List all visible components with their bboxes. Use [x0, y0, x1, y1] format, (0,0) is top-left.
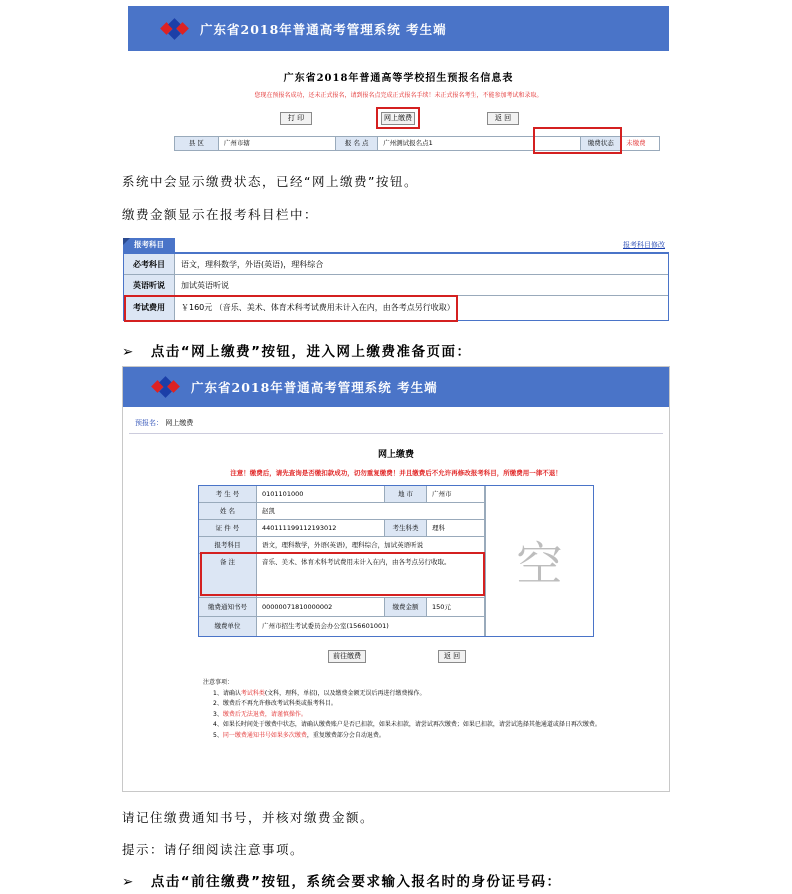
list-item	[203, 689, 603, 700]
unit-value: 广州市招生考试委员会办公室(156601001)	[257, 617, 485, 636]
screenshot-online-pay	[122, 366, 670, 792]
prereg-notice: 您现在预报名成功，还未正式报名，请到报名点完成正式报名手续！未正式报名考生，不能参加考试和录取。	[254, 92, 543, 99]
banner-title: 广东省2018年普通高考管理系统 考生端	[200, 22, 447, 37]
highlight-pay-button	[376, 107, 420, 129]
step-click-go-pay	[122, 870, 562, 890]
step-text: 点击“前往缴费”按钮，系统会要求输入报名时的身份证号码：	[150, 874, 562, 890]
arrow-bullet-icon: ➢	[122, 874, 135, 890]
list-item	[203, 731, 603, 742]
unit-label: 缴费单位	[199, 617, 257, 636]
breadcrumb	[135, 418, 193, 428]
notes-section	[203, 678, 603, 741]
amount-value: 150元	[427, 598, 485, 616]
doc-text-tip: 提示：请仔细阅读注意事项。	[122, 842, 305, 857]
status-label: 缴费状态	[581, 137, 621, 150]
list-item	[203, 720, 603, 731]
doc-text-remember: 请记住缴费通知书号，并核对缴费金额。	[122, 810, 375, 825]
app-banner	[123, 367, 669, 407]
exam-no-value: 0101101000	[257, 486, 385, 502]
name-value: 赵凯	[257, 503, 485, 519]
screenshot-prereg-info	[128, 6, 669, 156]
category-label: 考生科类	[385, 520, 427, 536]
name-label: 姓 名	[199, 503, 257, 519]
note-highlight: 同一缴费通知书号如果多次缴费	[222, 731, 307, 739]
highlight-pay-status	[533, 127, 622, 154]
table-row	[124, 275, 668, 296]
subjects-tab[interactable]: 报考科目	[123, 238, 175, 252]
notice-no-value: 00000071810000002	[257, 598, 385, 616]
back-button[interactable]: 返 回	[487, 112, 519, 125]
table-row	[199, 503, 485, 520]
table-row	[199, 617, 485, 636]
row-value: ￥160元 （音乐、美术、体育术科考试费用未计入在内，由各考点另行收取）	[181, 303, 455, 312]
tab-corner-icon	[123, 238, 130, 245]
photo-placeholder: 空	[485, 486, 593, 636]
site-value: 广州测试报名点1	[378, 137, 581, 150]
pay-warning: 注意！缴费后，请先查询是否缴扣款成功，切勿重复缴费！并且缴费后不允许再修改报考科目，所缴费用一律不退！	[230, 469, 562, 477]
county-value: 广州市辖	[219, 137, 337, 150]
table-row	[124, 254, 668, 275]
banner-title: 广东省2018年普通高考管理系统 考生端	[191, 380, 438, 395]
site-label: 报 名 点	[336, 137, 378, 150]
logo-icon	[160, 20, 190, 38]
row-value: 加试英语听说	[181, 281, 229, 290]
print-button[interactable]: 打 印	[280, 112, 312, 125]
id-value: 440111199112193012	[257, 520, 385, 536]
table-row	[199, 520, 485, 537]
doc-text-amount: 缴费金额显示在报考科目栏中：	[122, 207, 319, 222]
remark-label: 备 注	[199, 554, 257, 597]
online-pay-button[interactable]: 网上缴费	[381, 112, 415, 125]
note-highlight: 考试科类	[240, 689, 265, 697]
note-text: 3、	[213, 710, 223, 718]
breadcrumb-current: 网上缴费	[165, 419, 194, 427]
table-row	[199, 486, 485, 503]
highlight-exam-fee	[124, 295, 458, 322]
status-value: 未缴费	[626, 139, 646, 147]
app-banner	[128, 6, 669, 51]
modify-subjects-link[interactable]: 报考科目修改	[623, 241, 665, 249]
row-label: 必考科目	[124, 254, 175, 274]
note-highlight: 缴费后无法退费，请谨慎操作。	[222, 710, 307, 718]
go-pay-button[interactable]: 前往缴费	[328, 650, 366, 663]
region-label: 地 市	[385, 486, 427, 502]
note-text: 4、如果长时间处于缴费中状态，请确认缴费账户是否已扣款，如果未扣款，请尝试再次缴费；如果已扣款，请尝试选择其他通道或择日再次缴费。	[213, 721, 601, 728]
divider	[129, 433, 663, 434]
row-label: 英语听说	[124, 275, 175, 295]
back-button[interactable]: 返 回	[438, 650, 466, 663]
note-text: 5、	[213, 731, 223, 739]
amount-label: 缴费金额	[385, 598, 427, 616]
note-text: 1、请确认	[213, 689, 241, 697]
note-text: ，重复缴费部分会自动退费。	[306, 731, 385, 739]
notice-no-label: 缴费通知书号	[199, 598, 257, 616]
logo-icon	[151, 378, 181, 396]
notes-title: 注意事项：	[203, 679, 234, 686]
county-label: 县 区	[175, 137, 219, 150]
exam-no-label: 考 生 号	[199, 486, 257, 502]
note-text: (文科，理科，单招)，以及缴费金额无误后再进行缴费操作。	[264, 689, 426, 697]
arrow-bullet-icon: ➢	[122, 344, 135, 360]
step-text: 点击“网上缴费”按钮，进入网上缴费准备页面：	[150, 344, 472, 360]
row-value: 语文，理科数学，外语(英语)，理科综合	[181, 260, 324, 269]
category-value: 理科	[427, 520, 485, 536]
highlight-remark	[200, 552, 485, 596]
note-text: 2、缴费后不再允许修改考试科类或报考科目。	[213, 700, 337, 707]
id-label: 证 件 号	[199, 520, 257, 536]
region-value: 广州市	[427, 486, 485, 502]
step-click-pay	[122, 340, 472, 360]
page-title: 网上缴费	[377, 450, 414, 460]
doc-text-status: 系统中会显示缴费状态，已经“网上缴费”按钮。	[122, 174, 418, 189]
table-row	[199, 598, 485, 617]
list-item	[203, 710, 603, 721]
breadcrumb-parent[interactable]: 预报名：	[135, 419, 163, 427]
row-label: 考试费用	[124, 296, 175, 320]
subjects-label: 报考科目	[199, 537, 257, 553]
form-title: 广东省2018年普通高等学校招生预报名信息表	[283, 73, 514, 84]
screenshot-subjects	[123, 234, 669, 324]
remark-value: 音乐、美术、体育术科考试费用未计入在内，由各考点另行收取。	[257, 554, 485, 597]
subjects-value: 语文，理科数学，外语(英语)，理科综合，加试英语听说	[257, 537, 485, 553]
list-item	[203, 699, 603, 710]
